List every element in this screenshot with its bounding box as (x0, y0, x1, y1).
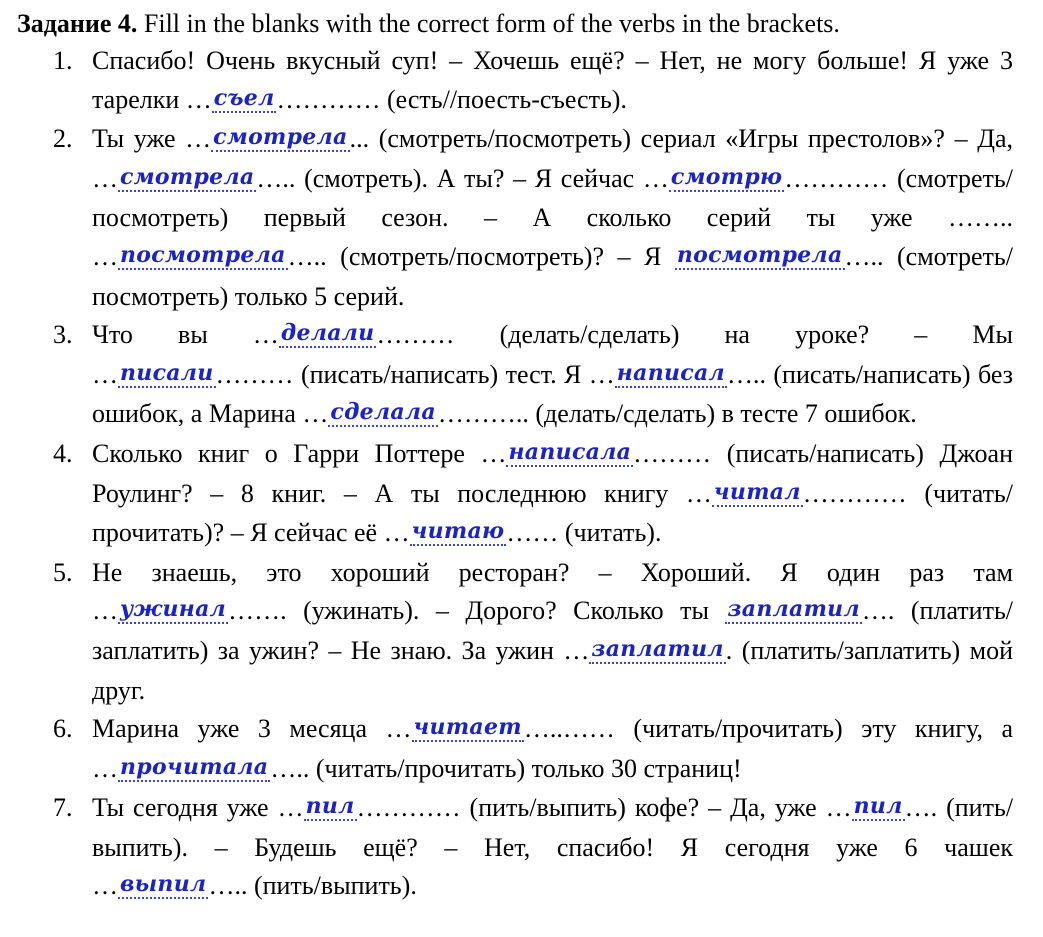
sentence-text: Сколько книг о Гарри Поттере (92, 438, 481, 468)
task-label: Задание 4. (17, 9, 138, 38)
exercise-item (17, 42, 1013, 120)
handwritten-answer: читал (713, 478, 801, 505)
handwritten-answer: написал (616, 359, 725, 386)
handwritten-answer: сделала (330, 399, 436, 426)
sentence-text: (ужинать). – Дорого? Сколько ты (303, 596, 726, 626)
exercise-item (17, 316, 1013, 435)
sentence-text: (смотреть/посмотреть) первый сезон. – А сколько серий ты уже …….. (92, 163, 1013, 233)
item-number: 7. (53, 793, 73, 823)
sentence-text: (делать/сделать) в тесте 7 ошибок. (535, 399, 917, 429)
exercise-item (17, 789, 1013, 907)
sentence-text: (смотреть/посмотреть)? – Я (340, 241, 675, 271)
exercise-item (17, 710, 1013, 789)
handwritten-answer: читаю (411, 518, 505, 545)
handwritten-answer: делали (280, 320, 375, 347)
answer-blank: заплатил…. (727, 596, 911, 626)
task-instruction: Fill in the blanks with the correct form of the verbs in the brackets. (137, 9, 840, 38)
answer-blank: …пил…. (825, 793, 947, 823)
sentence-text: (писать/написать) Джоан Роулинг? – 8 книг. – А ты последнюю книгу (92, 438, 1013, 508)
handwritten-answer: смотрю (670, 163, 783, 190)
sentence-text: (смотреть). А ты? – Я сейчас (304, 163, 643, 193)
sentence-text: Спасибо! Очень вкусный суп! – Хочешь ещё? – Нет, не могу больше! Я уже 3 тарелки (92, 46, 1013, 114)
handwritten-answer: написала (508, 438, 632, 465)
handwritten-answer: пил (305, 793, 355, 820)
answer-blank: …ужинал……. (92, 596, 304, 626)
answer-blank: …посмотрела….. (92, 241, 341, 271)
answer-blank: …заплатил. (563, 635, 742, 665)
answer-blank: …читал………… (685, 478, 925, 508)
sentence-text: (смотреть/посмотреть) только 5 серий. (92, 241, 1013, 311)
sentence-text: Что вы (92, 320, 253, 350)
answer-blank: …выпил….. (92, 871, 254, 901)
handwritten-answer: посмотрела (676, 241, 843, 268)
task-heading (17, 6, 1013, 42)
sentence-text: Ты сегодня уже (92, 793, 278, 823)
item-number: 3. (53, 320, 73, 350)
answer-blank: посмотрела….. (676, 241, 898, 271)
answer-blank: …писали……… (92, 359, 301, 389)
exercise-item (17, 120, 1013, 316)
sentence-text: (писать/написать) тест. Я (300, 359, 589, 389)
item-number: 1. (53, 46, 73, 75)
answer-blank: …написал….. (588, 359, 774, 389)
sentence-text: (есть//поесть-съесть). (386, 84, 627, 114)
item-number: 6. (53, 714, 73, 744)
item-number: 2. (53, 124, 73, 154)
answer-blank: …съел………… (185, 84, 387, 114)
handwritten-answer: заплатил (591, 635, 724, 662)
answer-blank: …прочитала….. (92, 753, 316, 783)
sentence-text: (писать/написать) без ошибок, а Марина (92, 359, 1014, 429)
answer-blank: …написала……… (480, 438, 727, 468)
sentence-text: (читать). (564, 518, 662, 548)
answer-blank: …делали……… (252, 320, 500, 350)
sentence-text: (смотреть/посмотреть) сериал «Игры престолов»? – Да, (378, 124, 1014, 154)
answer-blank: …смотрела... (185, 124, 379, 154)
answer-blank: …пил………… (277, 793, 470, 823)
sentence-text: (пить/выпить) кофе? – Да, уже (469, 793, 826, 823)
sentence-text: (платить/заплатить) за ужин? – Не знаю. За ужин (92, 596, 1014, 665)
answer-blank: …сделала……….. (302, 399, 536, 429)
sentence-text: (читать/прочитать)? – Я сейчас её (92, 478, 1014, 548)
handwritten-answer: писали (120, 359, 214, 386)
exercise-item (17, 554, 1013, 710)
sentence-text: Ты уже (92, 124, 186, 154)
sentence-text: Не знаешь, это хороший ресторан? – Хороший. Я один раз там (92, 557, 1013, 587)
sentence-text: (читать/прочитать) только 30 страниц! (315, 753, 742, 783)
handwritten-answer: прочитала (120, 753, 269, 780)
exercise-list (17, 42, 1013, 907)
handwritten-answer: заплатил (727, 596, 860, 623)
answer-blank: …читает…..…… (385, 714, 634, 744)
handwritten-answer: выпил (120, 871, 207, 898)
sentence-text: Марина уже 3 месяца (92, 714, 386, 744)
answer-blank: …смотрела….. (92, 163, 305, 193)
sentence-text: (пить/выпить). (253, 871, 417, 901)
sentence-text: (платить/заплатить) мой друг. (92, 635, 1013, 705)
handwritten-answer: смотрела (213, 124, 348, 151)
answer-blank: …читаю…… (383, 518, 565, 548)
sentence-text: (читать/прочитать) эту книгу, а (633, 714, 1013, 744)
handwritten-answer: ужинал (120, 596, 227, 623)
sentence-text: (пить/выпить). – Будешь ещё? – Нет, спасибо! Я сегодня уже 6 чашек (92, 793, 1014, 862)
exercise-item (17, 435, 1013, 554)
item-number: 4. (53, 438, 73, 468)
sentence-text: (делать/сделать) на уроке? – Мы (499, 320, 1013, 350)
handwritten-answer: читает (413, 714, 522, 741)
answer-blank: …смотрю………… (642, 163, 898, 193)
handwritten-answer: посмотрела (120, 241, 286, 268)
handwritten-answer: смотрела (120, 163, 255, 190)
handwritten-answer: пил (853, 793, 903, 820)
item-number: 5. (53, 557, 73, 587)
handwritten-answer: съел (213, 84, 275, 111)
